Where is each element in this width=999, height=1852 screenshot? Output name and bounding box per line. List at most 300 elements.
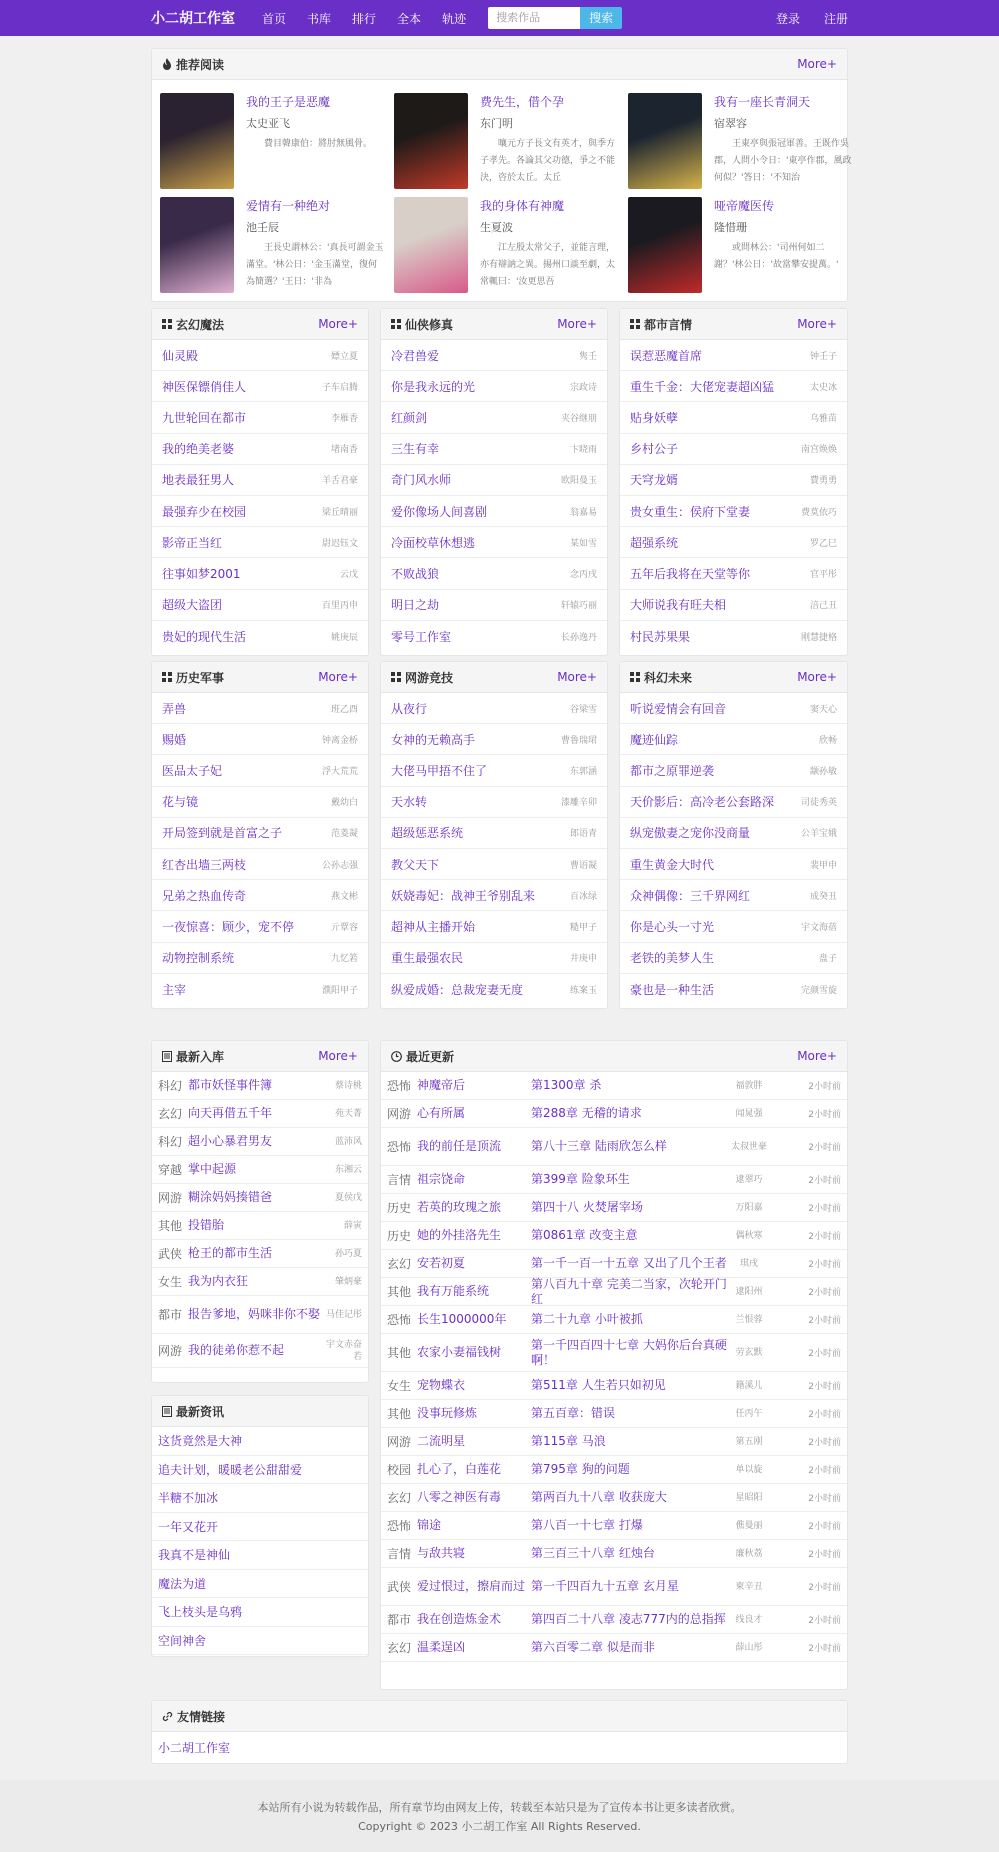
- book-name[interactable]: 冷面校草休想逃: [391, 535, 476, 550]
- list-item[interactable]: [152, 527, 368, 558]
- book-card[interactable]: [628, 93, 852, 193]
- book-name[interactable]: 你是心头一寸光: [630, 919, 715, 934]
- book-cover[interactable]: [628, 197, 702, 293]
- chapter-link[interactable]: 第795章 狗的问题: [531, 1462, 630, 1476]
- nav-home[interactable]: 首页: [262, 11, 287, 26]
- book-name[interactable]: 地表最狂男人: [162, 473, 235, 488]
- book-name[interactable]: 魔迹仙踪: [630, 732, 679, 747]
- list-item[interactable]: [152, 402, 368, 433]
- book-name[interactable]: 若英的玫瑰之旅: [417, 1200, 502, 1214]
- updates-list: [381, 1072, 847, 1662]
- main-nav: [262, 10, 487, 27]
- list-item[interactable]: [381, 693, 607, 724]
- category-label[interactable]: 科幻: [158, 1135, 183, 1149]
- nav-library[interactable]: 书库: [307, 11, 332, 26]
- book-author: 宿翠容: [714, 117, 747, 130]
- list-item[interactable]: [152, 1296, 368, 1334]
- category-label[interactable]: 玄幻: [387, 1491, 412, 1505]
- book-name[interactable]: 我有万能系统: [417, 1284, 490, 1298]
- chapter-link[interactable]: 第二十九章 小叶被抓: [531, 1312, 643, 1326]
- chapter-link[interactable]: 第一千四百四十七章 大妈你后台真硬啊！: [531, 1337, 727, 1367]
- chapter-link[interactable]: 第399章 险象环生: [531, 1172, 630, 1186]
- list-item[interactable]: [152, 849, 368, 880]
- list-item[interactable]: [152, 880, 368, 911]
- table-row[interactable]: [381, 1128, 847, 1166]
- book-name[interactable]: 贴身妖孽: [630, 410, 679, 425]
- author-name: 翁嘉易: [569, 507, 597, 518]
- book-name[interactable]: 不败战狼: [391, 566, 440, 581]
- list-item[interactable]: [152, 787, 368, 818]
- chapter-link[interactable]: 第六百零二章 似是而非: [531, 1640, 655, 1654]
- list-item[interactable]: [620, 911, 847, 942]
- login-link[interactable]: 登录: [775, 11, 800, 26]
- book-title[interactable]: 费先生，借个孕: [480, 95, 565, 109]
- book-cover[interactable]: [394, 93, 468, 189]
- book-name[interactable]: 花与镜: [162, 795, 199, 810]
- table-row[interactable]: [381, 1428, 847, 1456]
- table-row[interactable]: [381, 1278, 847, 1306]
- book-name[interactable]: 超级惩恶系统: [391, 826, 464, 841]
- table-row[interactable]: [381, 1194, 847, 1222]
- book-name[interactable]: 开局签到就是首富之子: [162, 826, 283, 841]
- more-link[interactable]: More+: [797, 57, 837, 71]
- category-label[interactable]: 玄幻: [387, 1641, 412, 1655]
- book-name[interactable]: 仙灵殿: [162, 348, 199, 363]
- list-item[interactable]: [620, 787, 847, 818]
- table-row[interactable]: [381, 1072, 847, 1100]
- book-name[interactable]: 宠物蝶衣: [417, 1378, 466, 1392]
- book-title[interactable]: 哑帝魔医传: [714, 199, 775, 213]
- more-link[interactable]: More+: [318, 317, 358, 331]
- book-name[interactable]: 影帝正当红: [162, 535, 223, 550]
- book-name[interactable]: 我的前任是顶流: [417, 1139, 502, 1153]
- category-label[interactable]: 女生: [387, 1379, 412, 1393]
- friend-link[interactable]: 小二胡工作室: [158, 1741, 231, 1755]
- book-name[interactable]: 农家小妻福钱树: [417, 1345, 502, 1359]
- book-name[interactable]: 动物控制系统: [162, 951, 235, 966]
- book-name[interactable]: 乡村公子: [630, 442, 679, 457]
- book-title[interactable]: 我有一座长青洞天: [714, 95, 811, 109]
- nav-complete[interactable]: 全本: [397, 11, 422, 26]
- category-panel: [151, 308, 369, 656]
- book-name[interactable]: 主宰: [162, 982, 187, 997]
- list-item[interactable]: [152, 974, 368, 1005]
- chapter-link[interactable]: 第两百九十八章 收获庞大: [531, 1490, 667, 1504]
- list-item[interactable]: [152, 1334, 368, 1368]
- list-item[interactable]: [381, 371, 607, 402]
- chapter-link[interactable]: 第三百三十八章 红烛台: [531, 1546, 655, 1560]
- category-label[interactable]: 武侠: [158, 1247, 183, 1261]
- table-row[interactable]: [381, 1568, 847, 1606]
- list-item[interactable]: [152, 1156, 368, 1184]
- list-item[interactable]: [152, 911, 368, 942]
- book-name[interactable]: 误惹恶魔首席: [630, 348, 703, 363]
- book-name[interactable]: 都市妖怪事件簿: [188, 1078, 273, 1092]
- book-card[interactable]: [628, 197, 848, 297]
- book-name[interactable]: 纵宠傲妻之宠你没商量: [630, 826, 751, 841]
- book-name[interactable]: 神医保镖俏佳人: [162, 379, 247, 394]
- chapter-link[interactable]: 第五百章：错误: [531, 1406, 616, 1420]
- book-name[interactable]: 她的外挂洛先生: [417, 1228, 502, 1242]
- book-name[interactable]: 投错胎: [188, 1218, 225, 1232]
- list-item[interactable]: [381, 527, 607, 558]
- category-label[interactable]: 其他: [387, 1285, 412, 1299]
- book-name[interactable]: 豪也是一种生活: [630, 982, 715, 997]
- book-name[interactable]: 教父天下: [391, 857, 440, 872]
- list-item[interactable]: [620, 371, 847, 402]
- book-name[interactable]: 往事如梦2001: [162, 566, 241, 581]
- list-item[interactable]: [381, 590, 607, 621]
- list-item[interactable]: [152, 1072, 368, 1100]
- book-name[interactable]: 女神的无赖高手: [391, 732, 476, 747]
- list-item[interactable]: [152, 1184, 368, 1212]
- category-panel: [151, 661, 369, 1009]
- list-item[interactable]: [620, 402, 847, 433]
- author-name: 子车启腾: [321, 382, 358, 393]
- book-name[interactable]: 兄弟之热血传奇: [162, 888, 247, 903]
- book-name[interactable]: 报告爹地，妈咪非你不娶: [188, 1307, 321, 1321]
- book-name[interactable]: 长生1000000年: [417, 1312, 507, 1326]
- book-name[interactable]: 弄兽: [162, 701, 187, 716]
- book-title[interactable]: 我的王子是恶魔: [246, 95, 331, 109]
- book-name[interactable]: 爱你像场人间喜剧: [391, 504, 488, 519]
- book-name[interactable]: 超级大盗团: [162, 598, 223, 613]
- list-item[interactable]: [152, 465, 368, 496]
- book-name[interactable]: 糊涂妈妈揍错爸: [188, 1190, 273, 1204]
- news-item[interactable]: 半糖不加冰: [152, 1484, 368, 1513]
- category-label[interactable]: 校园: [387, 1463, 412, 1477]
- book-name[interactable]: 冷君兽爱: [391, 348, 440, 363]
- list-item[interactable]: [152, 496, 368, 527]
- category-label[interactable]: 其他: [387, 1346, 412, 1360]
- book-name[interactable]: 重生最强农民: [391, 951, 464, 966]
- list-item[interactable]: [620, 818, 847, 849]
- book-name[interactable]: 大佬马甲捂不住了: [391, 763, 488, 778]
- category-label[interactable]: 网游: [158, 1191, 183, 1205]
- book-name[interactable]: 九世轮回在都市: [162, 410, 247, 425]
- list-item[interactable]: [381, 724, 607, 755]
- panel-title: 科幻未来: [644, 670, 693, 685]
- chapter-link[interactable]: 第四百二十八章 凌志777内的总指挥: [531, 1612, 726, 1626]
- list-item[interactable]: [381, 818, 607, 849]
- category-label[interactable]: 恐怖: [387, 1140, 412, 1154]
- more-link[interactable]: More+: [797, 317, 837, 331]
- book-name[interactable]: 重生千金：大佬宠妻超凶猛: [630, 379, 775, 394]
- chapter-link[interactable]: 第八十三章 陆雨欣怎么样: [531, 1139, 667, 1153]
- list-item[interactable]: [152, 590, 368, 621]
- panel-title: 历史军事: [176, 670, 225, 685]
- book-name[interactable]: 奇门风水师: [391, 473, 452, 488]
- list-item[interactable]: [152, 558, 368, 589]
- list-item[interactable]: [381, 849, 607, 880]
- category-label[interactable]: 网游: [387, 1107, 412, 1121]
- table-row[interactable]: [381, 1222, 847, 1250]
- list-item[interactable]: [152, 621, 368, 652]
- table-row[interactable]: [381, 1166, 847, 1194]
- category-label[interactable]: 科幻: [158, 1079, 183, 1093]
- list-item[interactable]: [381, 465, 607, 496]
- chapter-link[interactable]: 第一千四百九十五章 玄月星: [531, 1579, 679, 1593]
- table-row[interactable]: [381, 1250, 847, 1278]
- book-name[interactable]: 我在创造炼金术: [417, 1612, 502, 1626]
- update-time: 2小时前: [808, 1316, 841, 1326]
- book-name[interactable]: 大师说我有旺夫相: [630, 598, 727, 613]
- list-item[interactable]: [620, 434, 847, 465]
- footer-copyright: Copyright © 2023 小二胡工作室 All Rights Reserved.: [358, 1820, 641, 1833]
- more-link[interactable]: More+: [318, 670, 358, 684]
- book-name[interactable]: 妖娆毒妃：战神王爷别乱来: [391, 888, 536, 903]
- category-label[interactable]: 历史: [387, 1201, 412, 1215]
- category-label[interactable]: 言情: [387, 1547, 412, 1561]
- book-name[interactable]: 超神从主播开始: [391, 919, 476, 934]
- list-item[interactable]: [381, 558, 607, 589]
- book-name[interactable]: 安若初夏: [417, 1256, 466, 1270]
- book-name[interactable]: 三生有幸: [391, 442, 440, 457]
- book-name[interactable]: 我的绝美老婆: [162, 442, 235, 457]
- book-name[interactable]: 都市之原罪逆袭: [630, 763, 715, 778]
- list-item[interactable]: [620, 724, 847, 755]
- panel-title: 玄幻魔法: [176, 317, 225, 332]
- table-row[interactable]: [381, 1512, 847, 1540]
- book-name[interactable]: 我的徒弟你惹不起: [188, 1343, 285, 1357]
- category-label[interactable]: 女生: [158, 1275, 183, 1289]
- list-item[interactable]: [620, 496, 847, 527]
- category-label[interactable]: 历史: [387, 1229, 412, 1243]
- chapter-link[interactable]: 第八百九十章 完美二当家，次轮开门红: [531, 1276, 727, 1306]
- book-name[interactable]: 超强系统: [630, 535, 679, 550]
- table-row[interactable]: [381, 1372, 847, 1400]
- search-button[interactable]: 搜索: [580, 7, 622, 29]
- book-name[interactable]: 神魔帝后: [417, 1078, 466, 1092]
- list-item[interactable]: [152, 340, 368, 371]
- list-item[interactable]: [152, 818, 368, 849]
- book-name[interactable]: 听说爱情会有回音: [630, 701, 727, 716]
- book-cover[interactable]: [160, 93, 234, 189]
- more-link[interactable]: More+: [797, 670, 837, 684]
- category-label[interactable]: 恐怖: [387, 1519, 412, 1533]
- list-item[interactable]: [152, 943, 368, 974]
- chapter-link[interactable]: 第288章 无稽的请求: [531, 1106, 642, 1120]
- list-item[interactable]: [381, 434, 607, 465]
- author-name: 柬辛丑: [735, 1581, 763, 1592]
- list-item[interactable]: [152, 1240, 368, 1268]
- list-item[interactable]: [152, 1100, 368, 1128]
- list-item[interactable]: [381, 621, 607, 652]
- book-name[interactable]: 温柔逞凶: [417, 1640, 466, 1654]
- category-label[interactable]: 其他: [387, 1407, 412, 1421]
- book-name[interactable]: 红杏出墙三两枝: [162, 857, 247, 872]
- register-link[interactable]: 注册: [823, 11, 848, 26]
- category-label[interactable]: 玄幻: [158, 1107, 183, 1121]
- book-name[interactable]: 我为内衣狂: [188, 1274, 249, 1288]
- list-item[interactable]: [620, 621, 847, 652]
- panel-header: [381, 309, 607, 340]
- list-item[interactable]: [620, 693, 847, 724]
- book-name[interactable]: 重生黄金大时代: [630, 857, 715, 872]
- book-name[interactable]: 村民苏果果: [630, 629, 691, 644]
- list-item[interactable]: [620, 465, 847, 496]
- more-link[interactable]: More+: [797, 1049, 837, 1063]
- list-item[interactable]: [152, 724, 368, 755]
- author-name: 公孙志强: [321, 860, 358, 871]
- book-name[interactable]: 红颜剑: [391, 410, 428, 425]
- chapter-link[interactable]: 第0861章 改变主意: [531, 1228, 638, 1242]
- more-link[interactable]: More+: [557, 317, 597, 331]
- book-name[interactable]: 一夜惊喜：顾少，宠不停: [162, 919, 295, 934]
- more-link[interactable]: More+: [318, 1049, 358, 1063]
- book-name[interactable]: 超小心暴君男友: [188, 1134, 273, 1148]
- book-card[interactable]: [160, 197, 384, 297]
- author-name: 星昭阳: [735, 1492, 763, 1503]
- book-name[interactable]: 掌中起源: [188, 1162, 237, 1176]
- list-item[interactable]: [381, 911, 607, 942]
- book-name[interactable]: 扎心了，白莲花: [417, 1462, 502, 1476]
- book-name[interactable]: 最强弃少在校园: [162, 504, 247, 519]
- update-time: 2小时前: [808, 1110, 841, 1120]
- list-item[interactable]: [381, 787, 607, 818]
- nav-ranking[interactable]: 排行: [352, 11, 377, 26]
- book-name[interactable]: 五年后我将在天堂等你: [630, 566, 751, 581]
- list-item[interactable]: [152, 1128, 368, 1156]
- book-card[interactable]: [394, 197, 614, 297]
- category-label[interactable]: 都市: [158, 1308, 183, 1322]
- table-row[interactable]: [381, 1634, 847, 1662]
- list-item[interactable]: [620, 755, 847, 786]
- category-label[interactable]: 都市: [387, 1613, 412, 1627]
- book-name[interactable]: 没事玩修炼: [417, 1406, 478, 1420]
- category-label[interactable]: 玄幻: [387, 1257, 412, 1271]
- list-item[interactable]: [620, 880, 847, 911]
- table-row[interactable]: [381, 1400, 847, 1428]
- list-item[interactable]: [152, 371, 368, 402]
- list-item[interactable]: [381, 943, 607, 974]
- list-item[interactable]: [620, 849, 847, 880]
- list-item[interactable]: [381, 974, 607, 1005]
- book-title[interactable]: 我的身体有神魔: [480, 199, 565, 213]
- panel-header: [152, 1396, 368, 1427]
- news-list: [152, 1427, 368, 1655]
- table-row[interactable]: [381, 1456, 847, 1484]
- list-item[interactable]: [620, 340, 847, 371]
- site-logo[interactable]: 小二胡工作室: [151, 11, 235, 27]
- book-name[interactable]: 祖宗饶命: [417, 1172, 466, 1186]
- chapter-link[interactable]: 第一千一百一十五章 又出了几个王者: [531, 1256, 727, 1270]
- panel-header: [152, 1701, 847, 1732]
- book-name[interactable]: 众神偶像：三千界网红: [630, 888, 751, 903]
- book-title[interactable]: 爱情有一种绝对: [246, 199, 331, 213]
- list-item[interactable]: [620, 943, 847, 974]
- book-card[interactable]: [394, 93, 614, 193]
- book-name[interactable]: 天穹龙婿: [630, 473, 679, 488]
- category-label[interactable]: 武侠: [387, 1580, 412, 1594]
- category-label[interactable]: 恐怖: [387, 1079, 412, 1093]
- book-cover[interactable]: [160, 197, 234, 293]
- book-name[interactable]: 爱过恨过，擦肩而过: [417, 1579, 526, 1593]
- book-name[interactable]: 贵妃的现代生活: [162, 629, 247, 644]
- list-item[interactable]: [381, 496, 607, 527]
- list-item[interactable]: [152, 693, 368, 724]
- news-item[interactable]: 空间神舍: [152, 1627, 368, 1656]
- category-label[interactable]: 言情: [387, 1173, 412, 1187]
- book-name[interactable]: 天价影后：高冷老公套路深: [630, 795, 775, 810]
- author-name: 盘子: [818, 954, 837, 965]
- chapter-link[interactable]: 第115章 马浪: [531, 1434, 606, 1448]
- book-name[interactable]: 贵女重生：侯府下堂妻: [630, 504, 751, 519]
- book-name[interactable]: 心有所属: [417, 1106, 466, 1120]
- book-name[interactable]: 从夜行: [391, 701, 428, 716]
- category-label[interactable]: 穿越: [158, 1163, 183, 1177]
- book-name[interactable]: 向天再借五千年: [188, 1106, 273, 1120]
- book-name[interactable]: 赐婚: [162, 732, 187, 747]
- table-row[interactable]: [381, 1540, 847, 1568]
- book-name[interactable]: 与敌共寝: [417, 1546, 466, 1560]
- author-name: 姚庚辰: [330, 632, 358, 643]
- list-item[interactable]: [152, 1268, 368, 1296]
- book-name[interactable]: 锦途: [417, 1518, 442, 1532]
- nav-history[interactable]: 轨迹: [442, 11, 467, 26]
- book-name[interactable]: 医品太子妃: [162, 763, 223, 778]
- book-name[interactable]: 枪王的都市生活: [188, 1246, 273, 1260]
- category-label[interactable]: 其他: [158, 1219, 183, 1233]
- list-item[interactable]: [620, 590, 847, 621]
- search-input[interactable]: 搜索作品: [488, 7, 580, 29]
- book-name[interactable]: 明日之劫: [391, 598, 440, 613]
- book-name[interactable]: 零号工作室: [391, 629, 452, 644]
- table-row[interactable]: [381, 1606, 847, 1634]
- list-item[interactable]: [620, 558, 847, 589]
- category-label[interactable]: 网游: [158, 1344, 183, 1358]
- list-item[interactable]: [620, 974, 847, 1005]
- book-name[interactable]: 纵爱成婚：总裁宠妻无度: [391, 982, 524, 997]
- category-label[interactable]: 网游: [387, 1435, 412, 1449]
- news-item[interactable]: 飞上枝头是乌鸦: [152, 1598, 368, 1627]
- table-row[interactable]: [381, 1334, 847, 1372]
- panel-header: [620, 309, 847, 340]
- news-item[interactable]: 一年又花开: [152, 1513, 368, 1542]
- list-item[interactable]: [381, 880, 607, 911]
- book-card[interactable]: [160, 93, 380, 193]
- list-item[interactable]: [381, 402, 607, 433]
- book-name[interactable]: 八零之神医有毒: [417, 1490, 502, 1504]
- news-item[interactable]: 追夫计划，暖暖老公甜甜爱: [152, 1456, 368, 1485]
- list-item[interactable]: [620, 527, 847, 558]
- list-item[interactable]: [152, 434, 368, 465]
- category-label[interactable]: 恐怖: [387, 1313, 412, 1327]
- table-row[interactable]: [381, 1100, 847, 1128]
- book-desc: 費目韓康伯：將肘無風骨。: [264, 139, 373, 149]
- book-name[interactable]: 老铁的美梦人生: [630, 951, 715, 966]
- book-name[interactable]: 你是我永远的光: [391, 379, 476, 394]
- table-row[interactable]: [381, 1484, 847, 1512]
- news-item[interactable]: 魔法为道: [152, 1570, 368, 1599]
- book-name[interactable]: 天水转: [391, 795, 428, 810]
- more-link[interactable]: More+: [557, 670, 597, 684]
- list-item[interactable]: [381, 340, 607, 371]
- chapter-link[interactable]: 第511章 人生若只如初见: [531, 1378, 666, 1392]
- table-row[interactable]: [381, 1306, 847, 1334]
- book-cover[interactable]: [394, 197, 468, 293]
- book-cover[interactable]: [628, 93, 702, 189]
- book-name[interactable]: 二流明星: [417, 1434, 466, 1448]
- chapter-link[interactable]: 第八百一十七章 打爆: [531, 1518, 643, 1532]
- list-item[interactable]: [152, 755, 368, 786]
- news-item[interactable]: 我真不是神仙: [152, 1541, 368, 1570]
- chapter-link[interactable]: 第四十八 火焚屠宰场: [531, 1200, 643, 1214]
- news-item[interactable]: 这货竟然是大神: [152, 1427, 368, 1456]
- chapter-link[interactable]: 第1300章 杀: [531, 1078, 602, 1092]
- list-item[interactable]: [152, 1212, 368, 1240]
- list-item[interactable]: [381, 755, 607, 786]
